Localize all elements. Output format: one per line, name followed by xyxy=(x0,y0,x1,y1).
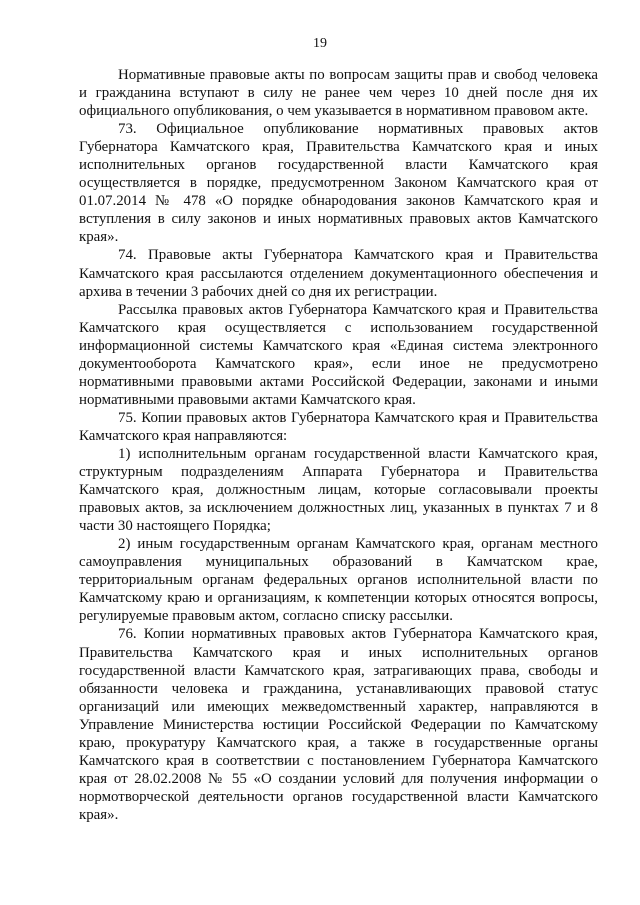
list-item-75-1: 1) исполнительным органам государственной власти Камчатского края, структурным подразделениям Аппарата Губернатора и Правительства Камчатского края, должностным лицам, которые согласовывали проекты правовых актов, за исключением должностных лиц, указанных в пунктах 7 и 8 части 30 настоящего Порядка; xyxy=(79,445,598,535)
page-number: 19 xyxy=(313,36,327,51)
paragraph-75: 75. Копии правовых актов Губернатора Камчатского края и Правительства Камчатского края направляются: xyxy=(79,409,598,444)
paragraph-76: 76. Копии нормативных правовых актов Губернатора Камчатского края, Правительства Камчатского края и иных исполнительных органов государственной власти Камчатского края, затрагивающих права, свободы и обязанности человека и гражданина, устанавливающих правовой статус организаций или имеющих межведомственный характер, направляются в Управление Министерства юстиции Российской Федерации по Камчатскому краю, прокуратуру Камчатского края, а также в государственные органы Камчатского края в соответствии с постановлением Губернатора Камчатского края от 28.02.2008 № 55 «О создании условий для получения информации о нормотворческой деятельности органов государственной власти Камчатского края». xyxy=(79,626,598,823)
document-body xyxy=(79,66,598,824)
paragraph-distribution: Рассылка правовых актов Губернатора Камчатского края и Правительства Камчатского края осуществляется с использованием государственной информационной системы Камчатского края «Единая система электронного документооборота Камчатского края», если иное не предусмотрено нормативными правовыми актами Российской Федерации, законами и иными нормативными правовыми актами Камчатского края. xyxy=(79,301,598,408)
paragraph-73: 73. Официальное опубликование нормативных правовых актов Губернатора Камчатского края, Правительства Камчатского края и иных исполнительных органов государственной власти Камчатского края осуществляется в порядке, предусмотренном Законом Камчатского края от 01.07.2014 № 478 «О порядке обнародования законов Камчатского края и вступления в силу законов и иных нормативных правовых актов Камчатского края». xyxy=(79,121,598,246)
paragraph-74: 74. Правовые акты Губернатора Камчатского края и Правительства Камчатского края рассылаются отделением документационного обеспечения и архива в течении 3 рабочих дней со дня их регистрации. xyxy=(79,247,598,300)
paragraph-legal-effect: Нормативные правовые акты по вопросам защиты прав и свобод человека и гражданина вступают в силу не ранее чем через 10 дней после дня их официального опубликования, о чем указывается в нормативном правовом акте. xyxy=(79,67,598,120)
list-item-75-2: 2) иным государственным органам Камчатского края, органам местного самоуправления муниципальных образований в Камчатском крае, территориальным органам федеральных органов исполнительной власти по Камчатскому краю и организациям, к компетенции которых относятся вопросы, регулируемые правовым актом, согласно списку рассылки. xyxy=(79,536,598,625)
